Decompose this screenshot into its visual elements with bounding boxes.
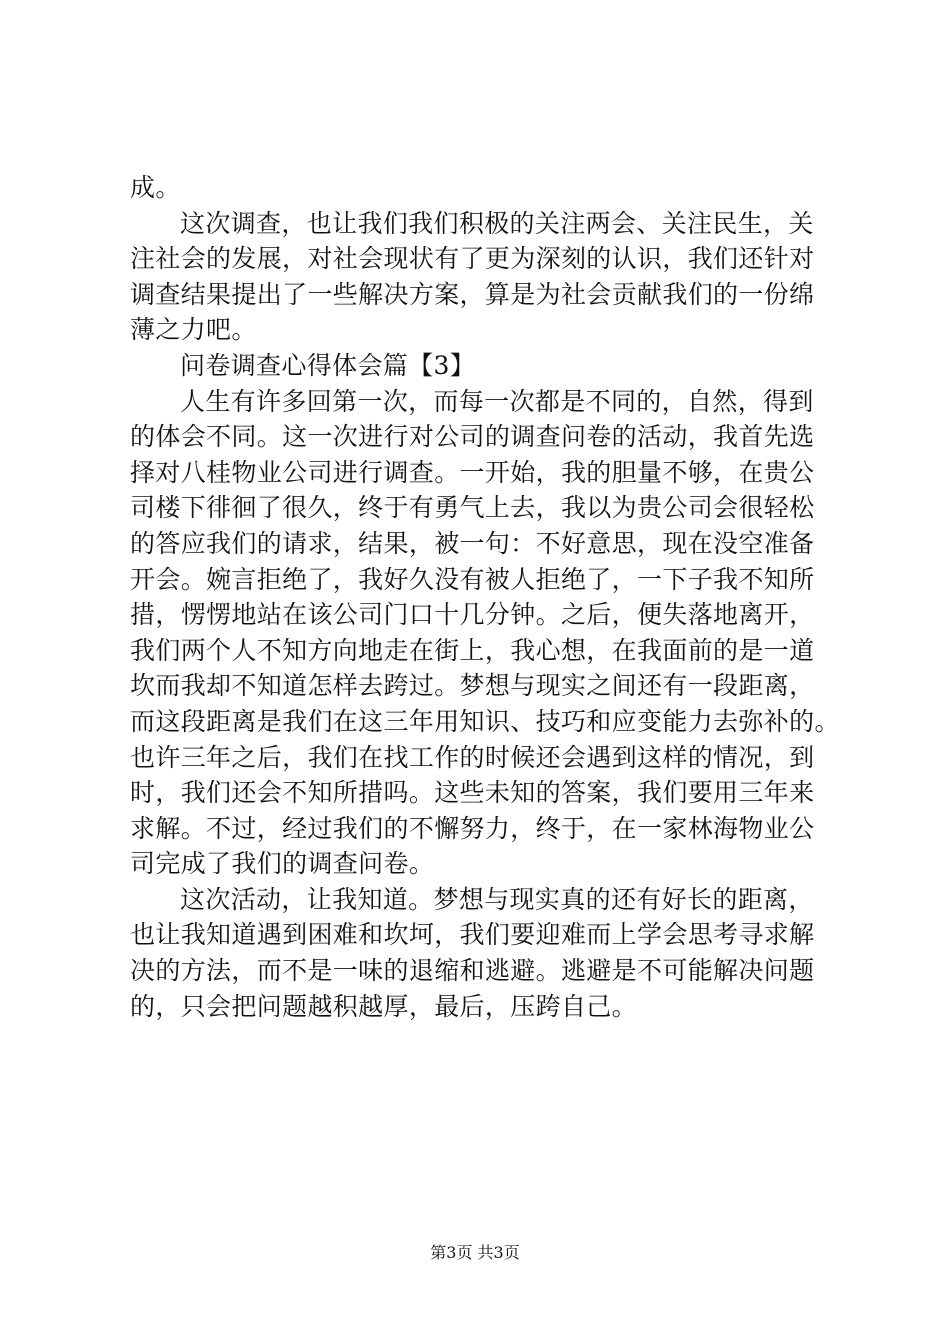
- paragraph: [130, 206, 850, 348]
- text-line: 我们两个人不知方向地走在街上，我心想，在我面前的是一道: [130, 635, 815, 665]
- document-body: [130, 170, 850, 1024]
- text-line: 求解。不过，经过我们的不懈努力，终于，在一家林海物业公: [130, 813, 815, 843]
- text-line: 也让我知道遇到困难和坎坷，我们要迎难而上学会思考寻求解: [130, 920, 815, 950]
- text-line: 措，愣愣地站在该公司门口十几分钟。之后，便失落地离开，: [130, 600, 815, 630]
- text-line: 的体会不同。这一次进行对公司的调查问卷的活动，我首先选: [130, 422, 815, 452]
- text-line: 决的方法，而不是一味的退缩和逃避。逃避是不可能解决问题: [130, 956, 815, 986]
- text-line: 这次活动，让我知道。梦想与现实真的还有好长的距离，: [180, 884, 814, 914]
- text-line: 问卷调查心得体会篇【3】: [180, 350, 476, 380]
- paragraph: [130, 882, 850, 1024]
- page-footer: 第3页 共3页: [430, 1243, 520, 1262]
- text-line: 的答应我们的请求，结果，被一句：不好意思，现在没空准备: [130, 528, 815, 558]
- text-line: 司楼下徘徊了很久，终于有勇气上去，我以为贵公司会很轻松: [130, 493, 815, 523]
- text-line: 开会。婉言拒绝了，我好久没有被人拒绝了，一下子我不知所: [130, 564, 815, 594]
- text-line: 时，我们还会不知所措吗。这些未知的答案，我们要用三年来: [130, 778, 815, 808]
- text-line: 调查结果提出了一些解决方案，算是为社会贡献我们的一份绵: [130, 279, 815, 309]
- text-line: 而这段距离是我们在这三年用知识、技巧和应变能力去弥补的。: [130, 706, 840, 736]
- text-line: 这次调查，也让我们我们积极的关注两会、关注民生，关: [180, 208, 814, 238]
- text-line: 择对八桂物业公司进行调查。一开始，我的胆量不够，在贵公: [130, 457, 815, 487]
- text-line: 也许三年之后，我们在找工作的时候还会遇到这样的情况，到: [130, 742, 815, 772]
- text-line: 司完成了我们的调查问卷。: [130, 849, 435, 879]
- paragraph: [130, 348, 850, 384]
- text-line: 人生有许多回第一次，而每一次都是不同的，自然，得到: [180, 386, 814, 416]
- paragraph: [130, 170, 850, 206]
- text-line: 薄之力吧。: [130, 315, 257, 345]
- text-line: 注社会的发展，对社会现状有了更为深刻的认识，我们还针对: [130, 244, 815, 274]
- text-line: 成。: [130, 173, 181, 202]
- text-line: 的，只会把问题越积越厚，最后，压跨自己。: [130, 991, 638, 1021]
- text-line: 坎而我却不知道怎样去跨过。梦想与现实之间还有一段距离，: [130, 671, 815, 701]
- paragraph: [130, 384, 850, 882]
